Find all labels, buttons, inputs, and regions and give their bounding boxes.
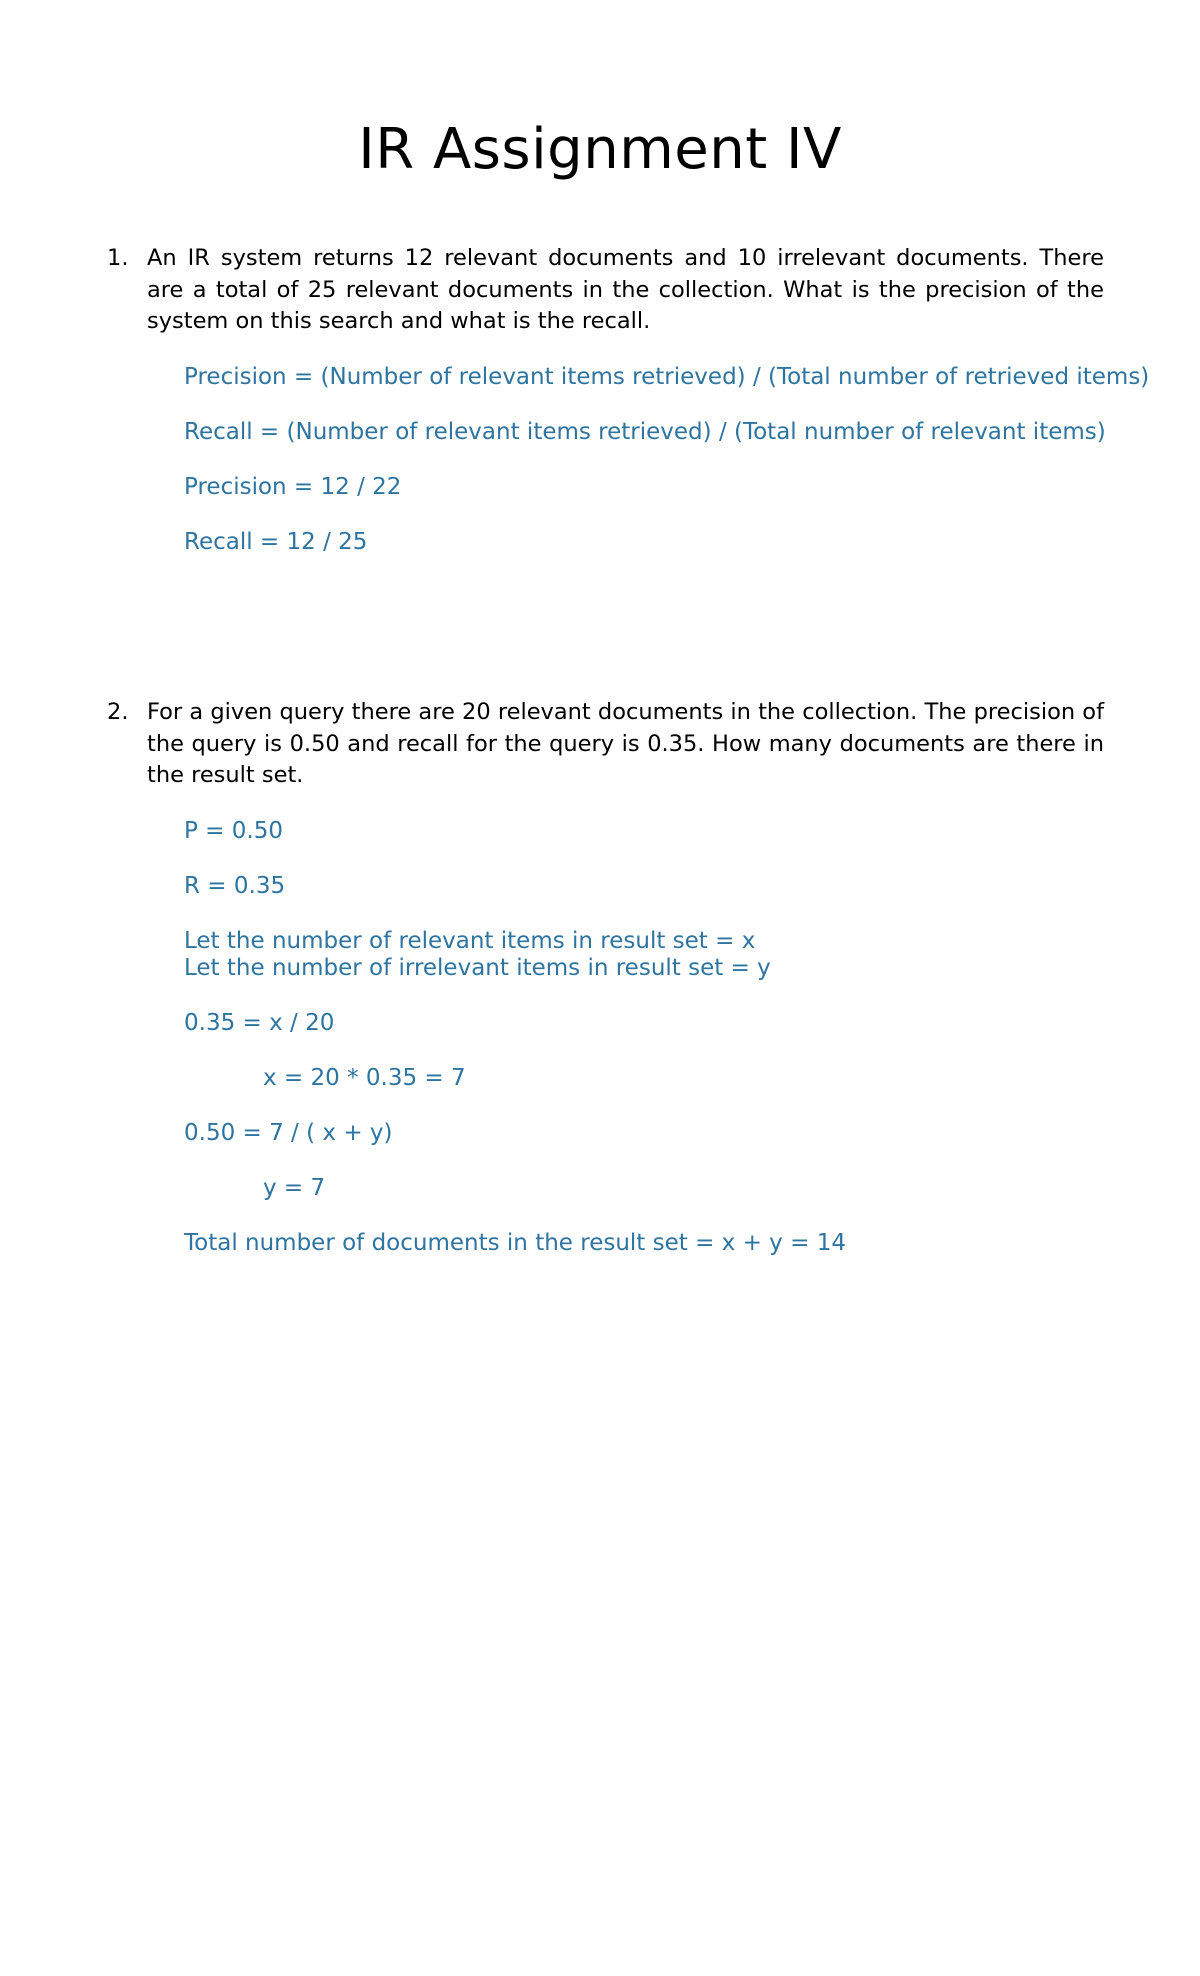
question-2 (107, 697, 1104, 793)
page-title: IR Assignment IV (358, 117, 842, 182)
answer-1-line-3: Precision = 12 / 22 (184, 474, 402, 500)
question-1-text: An IR system returns 12 relevant documents and 10 irrelevant documents. There are a total of 25 relevant documents in the collection. What is the precision of the system on this search and what is the recall. (147, 245, 1104, 334)
answer-1-line-1: Precision = (Number of relevant items retrieved) / (Total number of retrieved items) (184, 364, 1150, 390)
answer-2-line-7: 0.50 = 7 / ( x + y) (184, 1120, 393, 1146)
answer-2-line-4: Let the number of irrelevant items in result set = y (184, 955, 771, 981)
answer-2-line-6: x = 20 * 0.35 = 7 (263, 1065, 466, 1091)
answer-2-line-8: y = 7 (263, 1175, 326, 1201)
question-2-number: 2. (107, 699, 129, 725)
question-1 (107, 243, 1104, 339)
question-1-number: 1. (107, 245, 129, 271)
answer-2-line-9: Total number of documents in the result set = x + y = 14 (184, 1230, 846, 1256)
question-2-text: For a given query there are 20 relevant documents in the collection. The precision of the query is 0.50 and recall for the query is 0.35. How many documents are there in the result set. (147, 699, 1104, 788)
answer-2-line-1: P = 0.50 (184, 818, 283, 844)
answer-2-line-3: Let the number of relevant items in result set = x (184, 928, 756, 954)
answer-2-line-5: 0.35 = x / 20 (184, 1010, 335, 1036)
answer-2-line-2: R = 0.35 (184, 873, 286, 899)
answer-1-line-2: Recall = (Number of relevant items retrieved) / (Total number of relevant items) (184, 419, 1106, 445)
answer-1-line-4: Recall = 12 / 25 (184, 529, 368, 555)
